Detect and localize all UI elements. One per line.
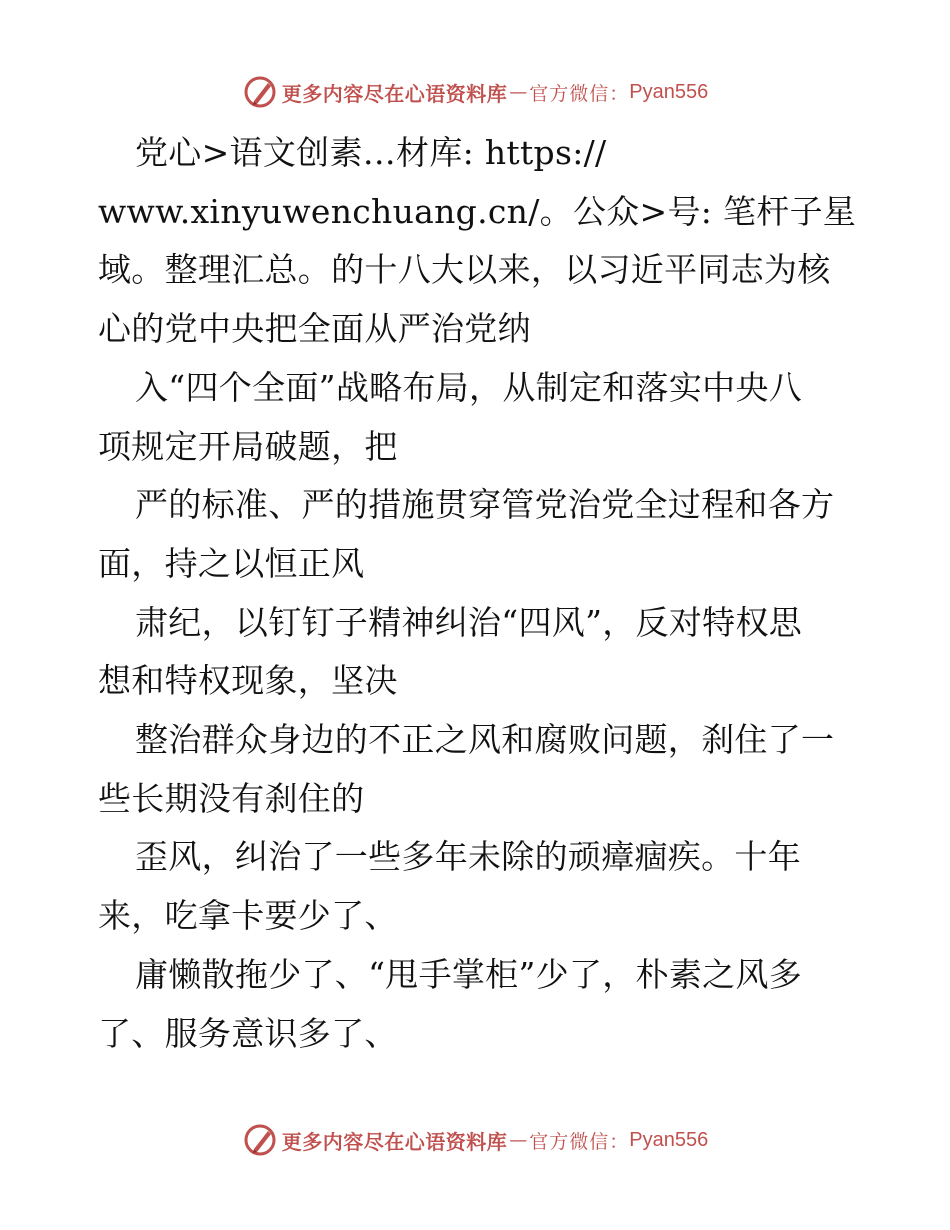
banner-separator: — xyxy=(509,81,528,103)
banner-wechat-id: Pyan556 xyxy=(629,80,709,103)
body-line: 歪风，纠治了一些多年未除的顽瘴痼疾。十年 xyxy=(135,837,801,877)
body-line: 党心>语文创素…材库: https:// xyxy=(135,133,607,172)
body-line: 严的标准、严的措施贯穿管党治党全过程和各方 xyxy=(135,485,835,525)
banner-brand: 更多内容尽在心语资料库 xyxy=(281,1129,508,1154)
body-line: 些长期没有刹住的 xyxy=(98,778,365,818)
banner-wechat-id: Pyan556 xyxy=(629,1128,709,1151)
body-line: 项规定开局破题，把 xyxy=(98,426,398,466)
body-line: 域。整理汇总。的十八大以来，以习近平同志为核 xyxy=(98,250,831,290)
banner-official-label: 官方微信： xyxy=(529,1130,630,1153)
body-line: 来，吃拿卡要少了、 xyxy=(98,896,398,936)
body-line: 面，持之以恒正风 xyxy=(98,543,365,583)
body-line: 心的党中央把全面从严治党纳 xyxy=(98,309,531,349)
body-line: 整治群众身边的不正之风和腐败问题，刹住了一 xyxy=(135,720,835,760)
banner-official-label: 官方微信： xyxy=(529,82,630,105)
body-line: 想和特权现象，坚决 xyxy=(98,661,398,701)
banner-separator: — xyxy=(509,1129,528,1151)
body-line: 了、服务意识多了、 xyxy=(98,1013,398,1053)
banner-brand: 更多内容尽在心语资料库 xyxy=(281,81,508,106)
body-line: 肃纪，以钉钉子精神纠治“四风”，反对特权思 xyxy=(135,602,803,642)
body-line: 庸懒散拖少了、“甩手掌柜”少了，朴素之风多 xyxy=(135,954,803,994)
body-line: 入“四个全面”战略布局，从制定和落实中央八 xyxy=(135,367,803,407)
pen-logo-icon xyxy=(242,74,278,110)
pen-logo-icon xyxy=(242,1122,278,1158)
header-banner xyxy=(0,72,950,112)
document-body xyxy=(98,124,858,1063)
body-line: www.xinyuwenchuang.cn/。公众>号: 笔杆子星 xyxy=(98,191,857,231)
footer-banner xyxy=(0,1120,950,1160)
